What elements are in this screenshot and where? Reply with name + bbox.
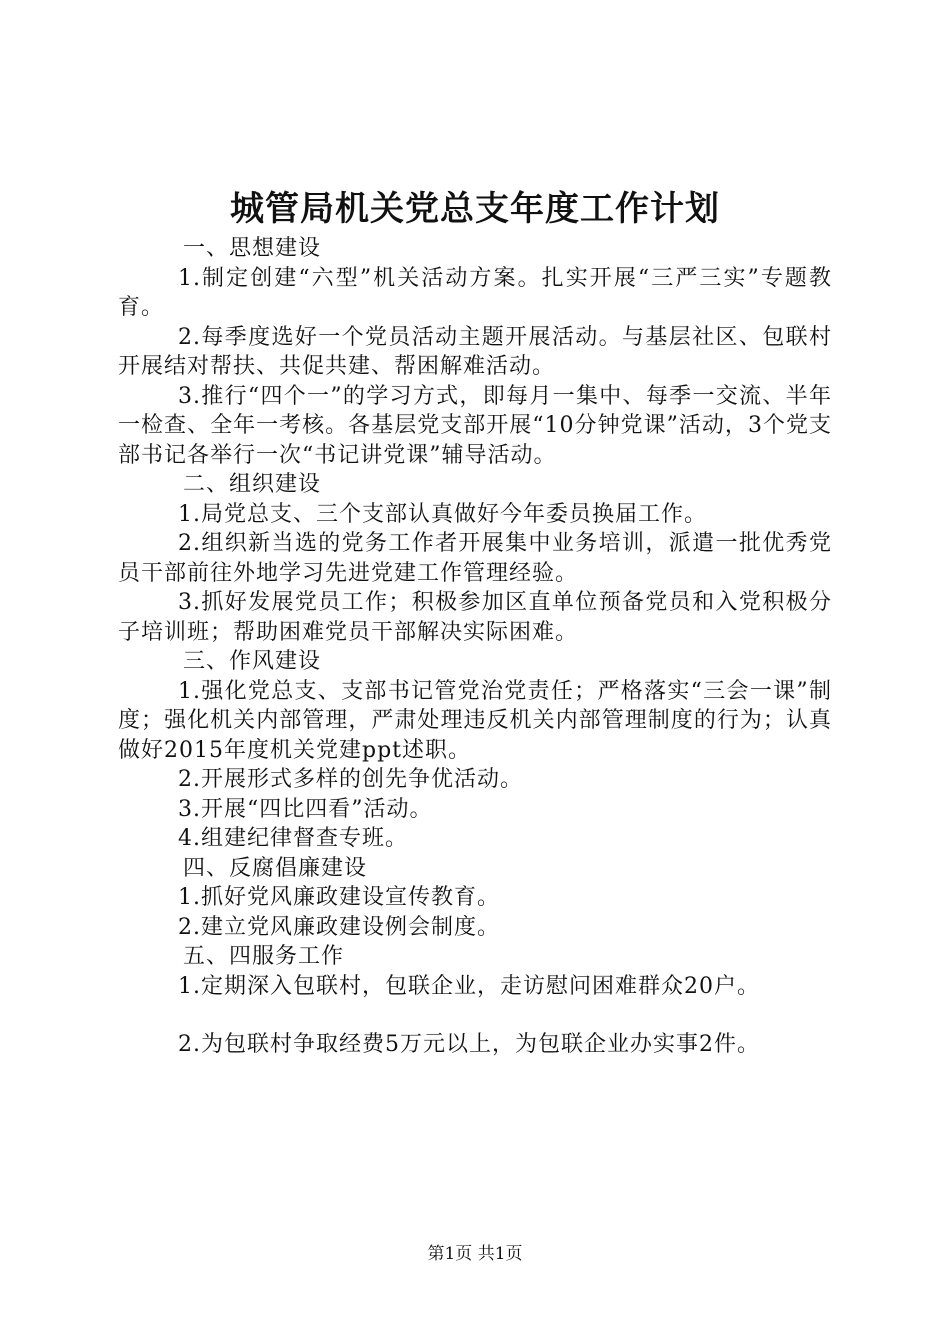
section-heading: 一、思想建设	[183, 236, 322, 261]
body-paragraph: 1.局党总支、三个支部认真做好今年委员换届工作。	[178, 501, 707, 527]
section-heading: 三、作风建设	[183, 649, 322, 674]
body-paragraph: 3.开展“四比四看”活动。	[178, 796, 433, 822]
body-paragraph: 2.每季度选好一个党员活动主题开展活动。与基层社区、包联村开展结对帮扶、共促共建、帮困解难活动。	[118, 324, 832, 379]
document-body	[118, 234, 832, 1060]
body-paragraph: 4.组建纪律督查专班。	[178, 826, 408, 851]
document-title: 城管局机关党总支年度工作计划	[230, 189, 720, 229]
body-paragraph: 2.组织新当选的党务工作者开展集中业务培训，派遣一批优秀党员干部前往外地学习先进党建工作管理经验。	[118, 531, 832, 586]
blank-line	[118, 1001, 832, 1030]
body-paragraph: 2.建立党风廉政建设例会制度。	[178, 914, 500, 940]
body-paragraph: 2.开展形式多样的创先争优活动。	[178, 767, 523, 792]
body-paragraph: 3.抓好发展党员工作；积极参加区直单位预备党员和入党积极分子培训班；帮助困难党员干部解决实际困难。	[118, 590, 832, 645]
section-heading: 四、反腐倡廉建设	[183, 855, 368, 881]
body-paragraph: 1.定期深入包联村，包联企业，走访慰问困难群众20户。	[178, 973, 760, 999]
section-heading: 五、四服务工作	[183, 944, 345, 969]
body-paragraph: 1.抓好党风廉政建设宣传教育。	[178, 885, 500, 910]
body-paragraph: 3.推行“四个一”的学习方式，即每月一集中、每季一交流、半年一检查、全年一考核。各基层党支部开展“10分钟党课”活动，3个党支部书记各举行一次“书记讲党课”辅导活动。	[118, 383, 832, 468]
section-heading: 二、组织建设	[183, 472, 322, 497]
body-paragraph: 1.制定创建“六型”机关活动方案。扎实开展“三严三实”专题教育。	[118, 265, 832, 320]
body-paragraph: 2.为包联村争取经费5万元以上，为包联企业办实事2件。	[178, 1032, 760, 1057]
page-footer: 第1页 共1页	[427, 1244, 523, 1264]
body-paragraph: 1.强化党总支、支部书记管党治党责任；严格落实“三会一课”制度；强化机关内部管理，严肃处理违反机关内部管理制度的行为；认真做好2015年度机关党建ppt述职。	[118, 678, 832, 763]
